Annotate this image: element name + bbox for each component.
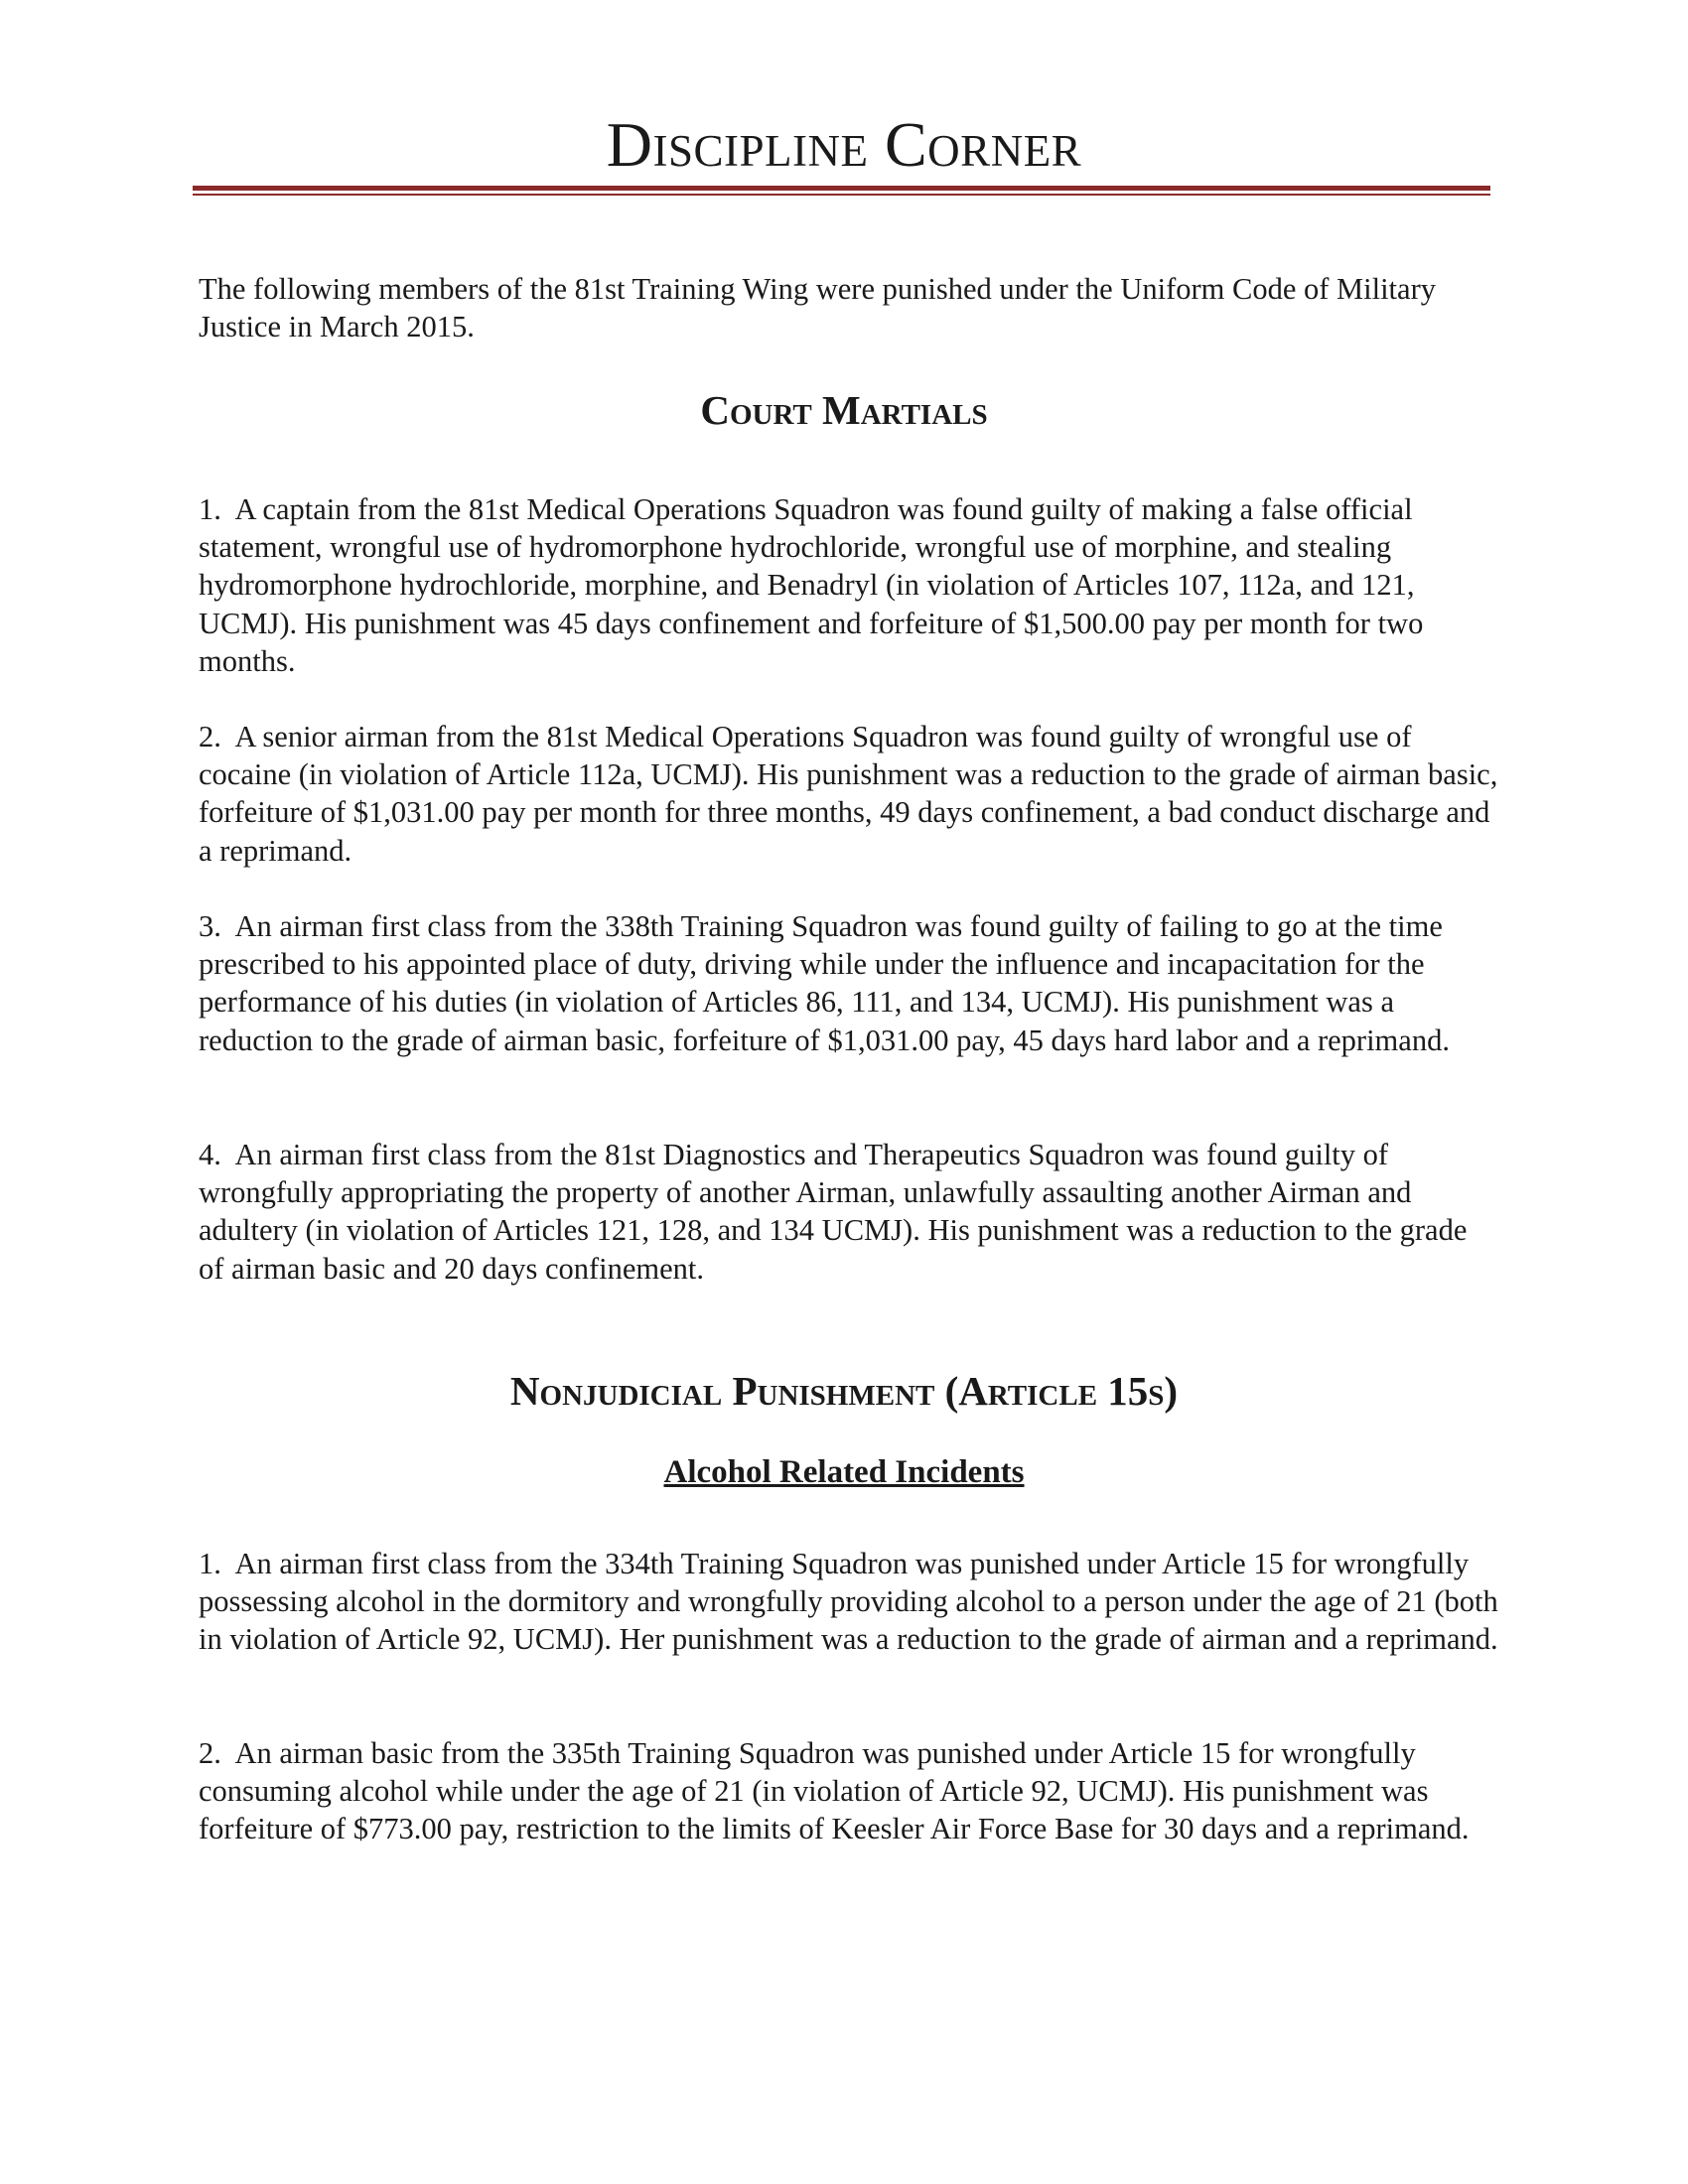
court-martial-item-4 bbox=[199, 1136, 1499, 1288]
item-text: A captain from the 81st Medical Operations Squadron was found guilty of making a false official statement, wrongful use of hydromorphone hydrochloride, wrongful use of morphine, and stealing hydromorphone hydrochloride, morphine, and Benadryl (in violation of Articles 107, 112a, and 121, UCMJ). His punishment was 45 days confinement and forfeiture of $1,500.00 pay per month for two months. bbox=[199, 492, 1424, 678]
intro-paragraph: The following members of the 81st Training Wing were punished under the Uniform Code of Military Justice in March 2015. bbox=[199, 272, 1436, 344]
nonjudicial-heading: Nonjudicial Punishment (Article 15s) bbox=[509, 1368, 1179, 1414]
court-martial-item-3 bbox=[199, 907, 1499, 1059]
item-number: 1. bbox=[199, 492, 221, 526]
nonjudicial-item-2 bbox=[199, 1734, 1499, 1848]
page-title: Discipline Corner bbox=[606, 109, 1082, 180]
item-text: An airman basic from the 335th Training Squadron was punished under Article 15 for wrongfully consuming alcohol while under the age of 21 (in violation of Article 92, UCMJ). His punishment was forfeiture of $773.00 pay, restriction to the limits of Keesler Air Force Base for 30 days and a reprimand. bbox=[199, 1736, 1470, 1846]
nonjudicial-item-1 bbox=[199, 1545, 1499, 1659]
item-text: A senior airman from the 81st Medical Operations Squadron was found guilty of wrongful use of cocaine (in violation of Article 112a, UCMJ). His punishment was a reduction to the grade of airman basic, forfeiture of $1,031.00 pay per month for three months, 49 days confinement, a bad conduct discharge and a reprimand. bbox=[199, 720, 1498, 868]
item-text: An airman first class from the 81st Diagnostics and Therapeutics Squadron was found guilty of wrongfully appropriating the property of another Airman, unlawfully assaulting another Airman and adultery (in violation of Articles 121, 128, and 134 UCMJ). His punishment was a reduction to the grade of airman basic and 20 days confinement. bbox=[199, 1138, 1468, 1286]
court-martial-item-1 bbox=[199, 490, 1499, 680]
court-martial-item-2 bbox=[199, 718, 1499, 870]
item-number: 4. bbox=[199, 1138, 221, 1171]
item-number: 3. bbox=[199, 909, 221, 943]
item-text: An airman first class from the 338th Training Squadron was found guilty of failing to go at the time prescribed to his appointed place of duty, driving while under the influence and incapacitation for the performance of his duties (in violation of Articles 86, 111, and 134, UCMJ). His punishment was a reduction to the grade of airman basic, forfeiture of $1,031.00 pay, 45 days hard labor and a reprimand. bbox=[199, 909, 1450, 1057]
item-text: An airman first class from the 334th Training Squadron was punished under Article 15 for wrongfully possessing alcohol in the dormitory and wrongfully providing alcohol to a person under the age of 21 (both in violation of Article 92, UCMJ). Her punishment was a reduction to the grade of airman and a reprimand. bbox=[199, 1547, 1498, 1657]
title-rule-thick bbox=[193, 186, 1490, 191]
item-number: 2. bbox=[199, 720, 221, 753]
court-martials-heading: Court Martials bbox=[700, 387, 988, 433]
item-number: 1. bbox=[199, 1547, 221, 1580]
alcohol-incidents-subheading: Alcohol Related Incidents bbox=[663, 1454, 1025, 1490]
title-rule-thin bbox=[193, 194, 1490, 196]
item-number: 2. bbox=[199, 1736, 221, 1770]
